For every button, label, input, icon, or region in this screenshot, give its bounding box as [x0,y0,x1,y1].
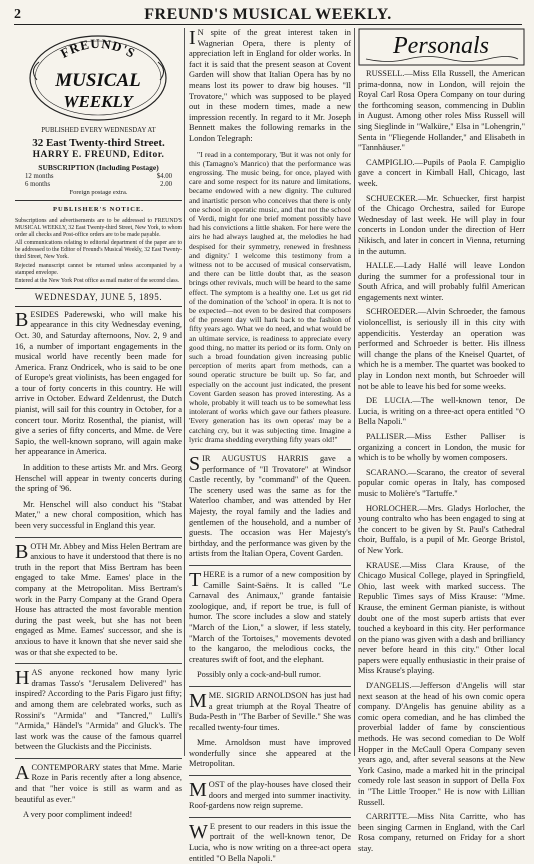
column-right [358,28,525,853]
sub-term: 12 months [25,173,54,181]
personal-item: DE LUCIA.—The well-known tenor, De Lucia, is writing on a three-act opera entitled "O Bella Napoli." [358,396,525,427]
paragraph-text: "I read in a contemporary, 'But it was not only for this (Tamagno's Manrico) that the performance was engrossing. The music being, for once, played with care and some respect for its nature and limitations, became endowed with a new dignity. The cultured and inartistic person who conceives that there is only one school in operatic music, and that not the school of Verdi, might for one brief moment possibly have had his convictions a little shaken. For here were the airs he had always laughed at, the melodies he had despised for their symmetry, renewed in freshness and dignity.' I welcome this testimony from a witness not to be accused of musical conservatism, and there can be little doubt that, as the season brings other revivals, much will be heard to the same effect. The symptom is a healthy one. Let us get rid of the domination of the 'school' in opera. It is not to be expected—not even to be desired that composers of the present day will hark back to the fashion of fifty years ago. What we do need, and what would be an ultimate service, is readiness to appreciate every good thing, no matter its period or its form. Only on such a broad foundation given increasing public perception of merits apart from methods, can a sound operatic structure be built up. So far, and especially on the account just indicated, the present Covent Garden season has proved interesting. As a whole, probably it will teach us to be somewhat less intolerant of works which gave our fathers pleasure. 'Every generation has its own operas' may be a catching cry, but it was subjecting time. Imagine a lyric drama shedding everything fifty years old!" [189,149,351,444]
paragraph-text: Mme. Arnoldson must have improved wonderfully since she appeared at the Metropolitan. [189,738,351,769]
column-left [15,28,183,820]
sub-price: $4.00 [156,173,172,181]
sub-price: 2.00 [160,181,172,189]
personal-item: HALLE.—Lady Hallé will leave London during the summer for a professional tour in South Africa, and will probably fulfil American engagements next winter. [358,261,525,302]
column-divider [184,28,185,756]
personal-item: CAMPIGLIO.—Pupils of Paola F. Campiglio gave a concert in Kimball Hall, Chicago, last week. [358,157,525,188]
article-paragraph [15,542,182,659]
personal-item: SCARANO.—Scarano, the creator of several popular comic operas in Italy, has composed music to Molière's "Tartuffe." [358,467,525,498]
masthead-arc-text: FREUND'S [57,35,139,61]
drop-cap: W [189,820,208,843]
paragraph-text: E present to our readers in this issue the portrait of the well-known tenor, De Lucia, who is now writing on a three-act opera entitled "O Bella Napoli." [189,821,351,863]
article-divider [15,663,182,664]
article-paragraph [189,28,351,145]
article-paragraph [189,691,351,733]
drop-cap: M [189,779,207,802]
article-paragraph [189,738,351,770]
article-paragraph [15,463,182,495]
paragraph-text: CONTEMPORARY states that Mme. Marie Roze in Paris recently after a long absence, and that "her voice is still as warm and as beautiful as ever." [15,762,182,804]
notice-text: Rejected manuscript cannot be returned unless accompanied by a stamped envelope. [15,262,182,276]
subscription-heading: SUBSCRIPTION (Including Postage) [38,162,159,172]
personal-item: KRAUSE.—Miss Clara Krause, of the Chicago Musical College, played in Springfield, Ohio, last week with marked success. The Republic Times says of Miss Krause: "Mme. Krause, the eminent German pianiste, is without doubt one of the most superb artists that ever touched a keyboard in this city. Her performance on the piano was given with a dash and brilliancy never before heard in this city." Other local papers were equally enthusiastic in their praise of Miss Krause's playing. [358,560,525,676]
paragraph-text: HERE is a rumor of a new composition by Camille Saint-Saëns. It is called "Le Carnaval des Animaux," grande fantaisie zoologique, and, if report be true, is full of humor. The score includes a slow and stately "March of the Lion," a slower, if less stately, "March of the Tortoises," movements devoted to the kangaroo, the melodious cocks, the creatures swift of foot, and the elephant. [189,569,351,664]
notice-text: All communications relating to editorial department of the paper are to be addressed to the Editor of Freund's Musical Weekly, 32 East Twenty-third Street, New York. [15,240,183,260]
address-line: 32 East Twenty-third Street. [32,136,165,149]
page-number: 2 [14,7,21,22]
drop-cap: T [189,568,202,591]
article-paragraph [15,500,182,532]
article-paragraph [15,763,182,805]
drop-cap: A [15,761,30,784]
article-paragraph [15,668,182,753]
personal-item: SCHUECKER.—Mr. Schuecker, first harpist of the Chicago Orchestra, sailed for Europe Wednesday of last week. He will play in four concerts in London under the direction of Herr Nikisch, and later in concert in Vienna, returning in the autumn. [358,193,525,256]
published-line: PUBLISHED EVERY WEDNESDAY AT [41,127,156,134]
paragraph-text: Possibly only a cock-and-bull rumor. [197,670,321,680]
article-paragraph [15,310,182,458]
paragraph-text: Mr. Henschel will also conduct his "Stabat Mater," a new choral composition, which has been very successful in England this year. [15,499,182,531]
paragraph-text: IR AUGUSTUS HARRIS gave a performance of "Il Trovatore" at Windsor Castle recently, by "command" of the Queen. The scenery used was the same as for the Waterloo chamber, and was attended by Her Majesty, the royal family and the ladies and gentlemen of the household, and a number of guests. The occasion was Her Majesty's birthday, and the performance was given by the artists from the Italian Opera, Covent Garden. [189,454,351,559]
article-paragraph [189,822,351,864]
article-divider [15,758,182,759]
article-paragraph [189,454,351,560]
article-divider [189,817,351,818]
drop-cap: B [15,308,29,331]
divider [15,288,182,289]
notice-text: Subscriptions and advertisements are to be addressed to FREUND'S MUSICAL WEEKLY, 32 East Twenty-third Street, New York, to whom order all checks and Post-office orders are to be made payable. [15,217,182,238]
drop-cap: S [189,453,201,476]
column-middle [189,27,351,863]
paragraph-text: OTH Mr. Abbey and Miss Helen Bertram are anxious to have it understood that there is no truth in the report that Miss Bertram has been engaged to take Mme. Eames' place in the company at the Metropolitan. Miss Bertram's work in the Parry Company at the Grand Opera House has attracted the most favorable mention during the past week, but she has not been engaged as Mme. Eames' successor, and she is anxious to have it known that she never said she was or that she expected to be. [15,541,182,657]
divider [15,306,182,307]
header-rule [14,24,522,25]
article-paragraph [189,670,351,681]
article-paragraph [189,570,351,665]
personal-item: HORLOCHER.—Mrs. Gladys Horlocher, the young contralto who has been engaged to sing at the concert to be given by St. Paul's Cathedral choir, Buffalo, is a pupil of Mr. George Bristol, of New York. [358,503,525,555]
foreign-postage: Foreign postage extra. [69,189,128,197]
drop-cap: M [189,689,207,712]
drop-cap: B [15,540,29,563]
notice-title: PUBLISHER'S NOTICE. [53,206,144,214]
article-paragraph [189,780,351,812]
paragraph-text: OST of the play-houses have closed their doors and merged into summer inactivity. Roof-gardens now reign supreme. [189,780,351,811]
article-paragraph [15,810,182,821]
masthead-line2: WEEKLY [63,92,133,111]
column-left-articles [15,310,182,821]
drop-cap: I [189,27,196,49]
article-divider [15,537,182,538]
paragraph-text: ESIDES Paderewski, who will make his appearance in this city Wednesday evening, Oct. 30, and Saturday afternoons, Nov. 2, 9 and 16, a number of important engagements in the musical world have recently been made for America. Franz Ondricek, who is said to be one of Europe's great violinists, has been engaged for a tour of forty concerts in this country. He will arrive in October. Edward Zeldenrust, the Dutch pianist, will sail for this country in October, for a concert tour. Moritz Rosenthal, the pianist, will give a series of fifty concerts, and Mme. de Vere Sapio, the well-known soprano, will again make her appearance in America. [15,309,182,457]
divider [15,200,182,201]
notice-text: Entered at the New York Post office as mail matter of the second class. [15,278,180,285]
personals-heading [358,28,525,66]
personal-item: RUSSELL.—Miss Ella Russell, the American prima-donna, now in London, will rejoin the Royal Carl Rosa Opera Company on tour during the forthcoming season, commencing in Dublin in August. Among other roles Miss Russell will sing Sieglinde in "Walküre," Elsa in "Lohengrin," Senta in "Fliegende Hollander," and Elisabeth in "Tannhäuser." [358,69,525,153]
drop-cap: H [15,667,30,690]
masthead-line1: MUSICAL [55,70,141,91]
article-divider [189,449,351,450]
page-header [14,4,522,30]
column-divider [354,28,355,756]
subscription-row [15,181,182,189]
article-paragraph [189,150,351,445]
masthead-emblem [15,28,182,124]
issue-date: WEDNESDAY, JUNE 5, 1895. [34,292,163,303]
personal-item: SCHROEDER.—Alvin Schroeder, the famous violoncellist, is seriously ill in this city with appendicitis. Yesterday an operation was performed and Schroeder is better. His illness will change the plans of the Kneisel Quartet, of which he is a member. The quartet was booked to play in London next month, but Schroeder will not be able to leave his bed for some weeks. [358,307,525,391]
paragraph-text: AS anyone reckoned how many lyric dramas Tasso's "Jerusalem Delivered" has inspired? According to the Paris Figaro just fifty; and among them are celebrated works, such as Rossini's "Armida" and "Tancred," Lulli's "Armida," Händel's "Armida" and Gluck's. The last work was the cause of the famous quarrel between the Gluckists and the Piccinists. [15,668,182,752]
article-divider [189,686,351,687]
paragraph-text: N spite of the great interest taken in Wagnerian Opera, there is plenty of appreciation left in England for older works. In fact it is said that the present season at Covent Garden will show that Italian Opera has by no means lost its power to draw big houses. "Il Trovatore," which was supposed to be played out in these modern times, made a new impression recently. In regard to it Mr. Joseph Bennett makes the following remarks in the London Telegraph: [189,28,351,143]
personal-item: PALLISER.—Miss Esther Palliser is organizing a concert in London, the music for which is to be wholly by women composers. [358,432,525,463]
column-middle-articles [189,28,351,864]
page-title: FREUND'S MUSICAL WEEKLY. [144,6,392,23]
editor-line: HARRY E. FREUND, Editor. [32,150,165,161]
masthead-logo [15,28,182,124]
paragraph-text: A very poor compliment indeed! [23,810,133,820]
paragraph-text: In addition to these artists Mr. and Mrs. Georg Henschel will appear in twenty concerts during the spring of '96. [15,463,182,494]
personals-list [358,69,525,855]
article-divider [189,565,351,566]
personal-item: D'ANGELIS.—Jefferson d'Angelis will star next season at the head of his own comic opera company. D'Angelis has genuine ability as a comic opera comedian, and he has climbed the proverbial ladder of fame by conscientious methods. He was second comedian to De Wolf Hopper in the McCaull Opera Company seven years ago, and, after several seasons at the New York Casino, made a marked hit in the principal comedy role last season in support of Della Fox in "The Little Trooper." He is now with Lillian Russell. [358,681,525,807]
paragraph-text: ME. SIGRID ARNOLDSON has just had a great triumph at the Royal Theatre of Buda-Pesth in "The Barber of Seville." She was recalled twenty-four times. [189,690,351,732]
personals-title: Personals [393,33,489,59]
article-divider [189,775,351,776]
subscription-row [15,173,182,181]
sub-term: 6 months [25,181,51,189]
personal-item: CARRITTE.—Miss Nita Carritte, who has been singing Carmen in England, with the Carl Rosa company, returned on Friday for a short stay. [358,812,525,853]
